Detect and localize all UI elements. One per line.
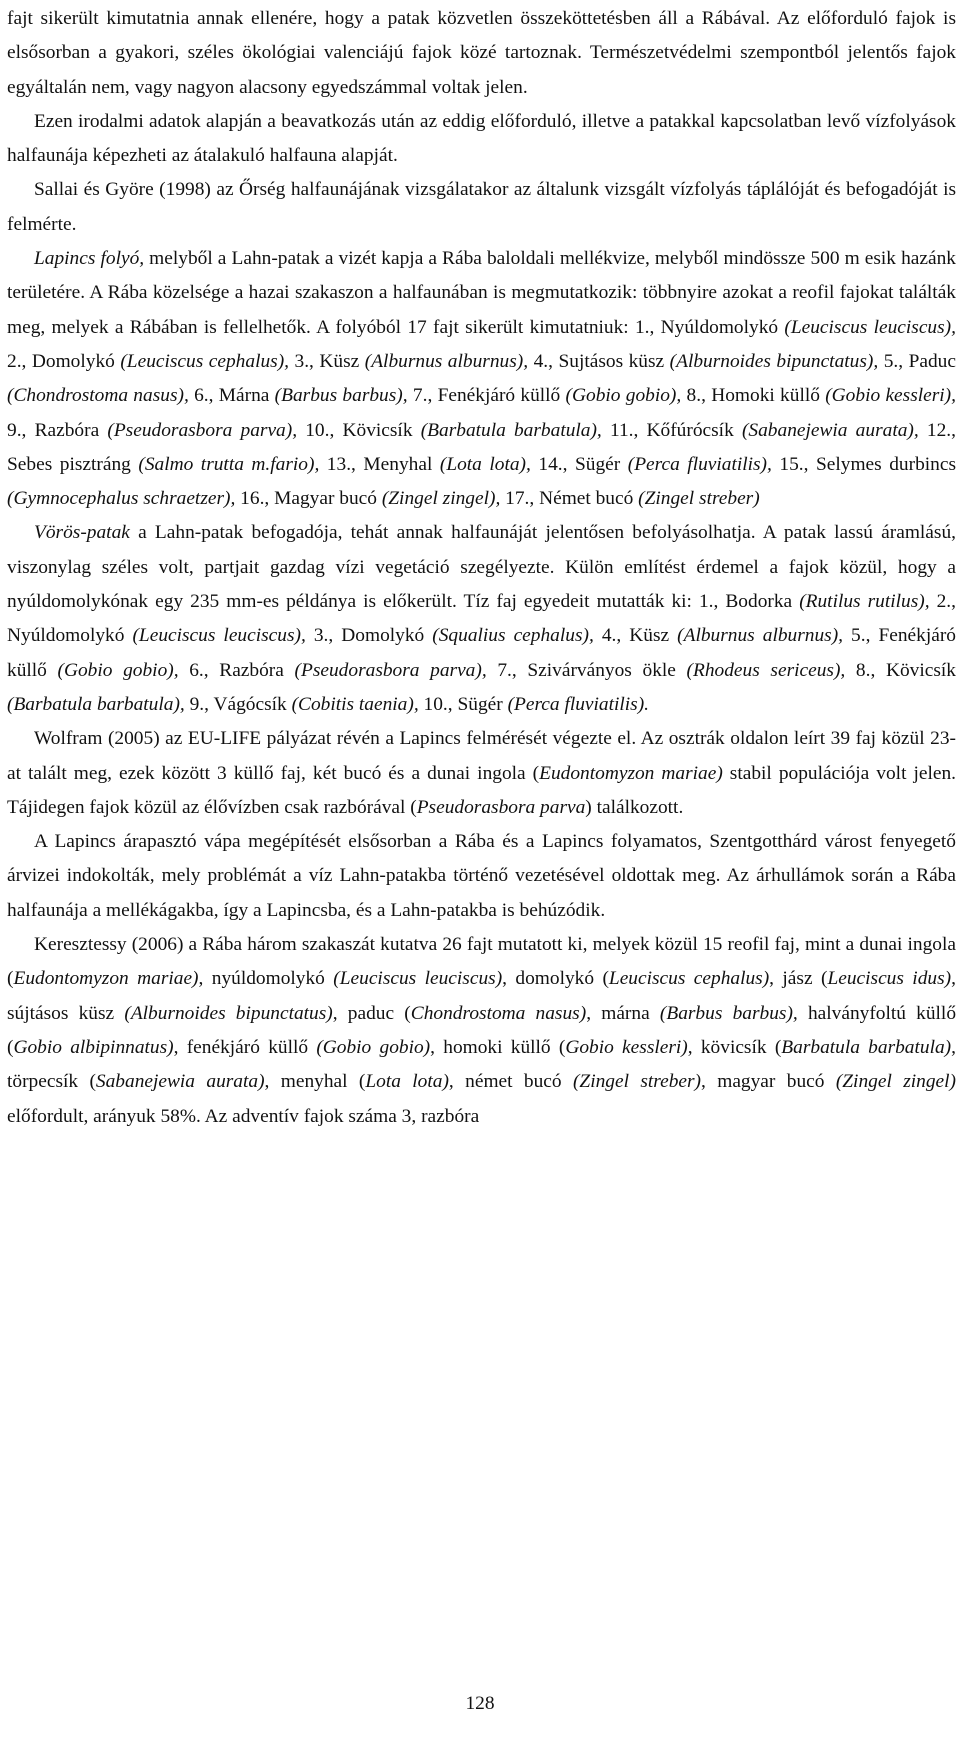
italic-text-run: (Gobio gobio), — [565, 385, 682, 407]
italic-text-run: (Pseudorasbora parva), — [294, 659, 487, 681]
text-run: 4., Sujtásos küsz — [528, 350, 670, 372]
italic-text-run: (Pseudorasbora parva), — [107, 419, 298, 441]
italic-text-run: Leuciscus cephalus) — [608, 968, 770, 990]
text-run: 2., Domolykó — [7, 350, 121, 372]
text-run: 14., Sügér — [530, 453, 628, 475]
paragraph — [7, 516, 956, 722]
paragraph — [7, 928, 956, 1134]
text-run: Sallai és Györe (1998) az Őrség halfaunájának vizsgálatakor az általunk vizsgált vízfolyás táplálóját és befogadóját is felmérte. — [7, 179, 956, 235]
italic-text-run: Lapincs folyó, — [34, 248, 145, 270]
text-run: 3., Domolykó — [305, 625, 433, 647]
body-text — [7, 2, 956, 1134]
text-run: 16., Magyar bucó — [235, 488, 382, 510]
text-run: , domolykó ( — [502, 968, 609, 990]
text-run: Ezen irodalmi adatok alapján a beavatkozás után az eddig előforduló, illetve a patakkal kapcsolatban levő vízfolyások halfaunája képezheti az átalakuló halfauna alapját. — [7, 110, 956, 167]
text-run: stabil populációja volt jelen. Tájidegen fajok közül az élővízben csak razbórával ( — [7, 762, 957, 818]
italic-text-run: Eudontomyzon mariae) — [539, 762, 723, 784]
text-run: 7., Szivárványos ökle — [486, 659, 687, 681]
text-run: , paduc ( — [332, 1002, 411, 1024]
text-run: , jász ( — [769, 968, 828, 990]
italic-text-run: (Barbatula barbatula), — [7, 693, 185, 715]
italic-text-run: (Rhodeus sericeus), — [686, 659, 846, 681]
italic-text-run: (Alburnus alburnus), — [364, 350, 529, 372]
text-run: 8., Kövicsík — [845, 659, 956, 681]
paragraph — [7, 722, 956, 825]
text-run: , német bucó — [448, 1071, 573, 1093]
text-run: 12., Sebes pisztráng — [7, 419, 956, 475]
italic-text-run: Vörös-patak — [34, 522, 130, 544]
italic-text-run: Chondrostoma nasus) — [410, 1002, 587, 1024]
italic-text-run: (Zingel streber) — [638, 488, 760, 510]
italic-text-run: Pseudorasbora parva — [416, 796, 586, 818]
italic-text-run: Eudontomyzon mariae) — [13, 968, 199, 990]
italic-text-run: (Salmo trutta m.fario), — [138, 453, 320, 475]
text-run: , törpecsík ( — [7, 1036, 956, 1093]
italic-text-run: Leuciscus idus) — [827, 968, 952, 990]
text-run: , sújtásos küsz — [7, 968, 956, 1024]
text-run: 17., Német bucó — [500, 488, 639, 510]
italic-text-run: (Leuciscus leuciscus), — [784, 316, 956, 338]
paragraph — [7, 242, 956, 516]
text-run: , homoki küllő ( — [430, 1036, 566, 1058]
paragraph — [7, 2, 956, 105]
italic-text-run: (Gobio gobio) — [316, 1036, 431, 1058]
text-run: , márna — [586, 1002, 660, 1024]
text-run: Wolfram (2005) az EU-LIFE pályázat révén a Lapincs felmérését végezte el. Az osztrák oldalon leírt 39 faj közül 23-at talált meg, ezek között 3 küllő faj, két bucó és a dunai ingola ( — [7, 728, 956, 784]
italic-text-run: (Gobio gobio), — [57, 659, 179, 681]
text-run: 4., Küsz — [593, 625, 678, 647]
text-run: 10., Kövicsík — [297, 419, 421, 441]
text-run: Keresztessy (2006) a Rába három szakaszát kutatva 26 fajt mutatott ki, melyek közül 15 reofil faj, mint a dunai ingola ( — [7, 934, 956, 990]
page-number: 128 — [465, 1693, 495, 1714]
italic-text-run: (Gobio kessleri), — [825, 385, 956, 407]
italic-text-run: Barbatula barbatula) — [781, 1036, 952, 1058]
text-run: 6., Márna — [188, 385, 275, 407]
text-run: , nyúldomolykó — [198, 968, 334, 990]
text-run: 7., Fenékjáró küllő — [407, 385, 566, 407]
text-run: A Lapincs árapasztó vápa megépítését elsősorban a Rába és a Lapincs folyamatos, Szentgotthárd várost fenyegető árvizei indokolták, mely problémát a víz Lahn-patakba történő vezetésével oldottak meg. Az árhullámok során a Rába halfaunája a mellékágakba, így a Lapincsba, és a Lahn-patakba is behúzódik. — [7, 831, 956, 921]
text-run: 8., Homoki küllő — [681, 385, 826, 407]
italic-text-run: (Cobitis taenia), — [291, 693, 419, 715]
italic-text-run: (Alburnus alburnus), — [677, 625, 844, 647]
text-run: fajt sikerült kimutatnia annak ellenére, hogy a patak közvetlen összeköttetésben áll a Rábával. Az előforduló fajok is elsősorban a gyakori, széles ökológiai valenciájú fajok közé tartoznak. Természetvédelmi szempontból jelentős fajok egyáltalán nem, vagy nagyon alacsony egyedszámmal voltak jelen. — [7, 8, 956, 98]
text-run: előfordult, arányuk 58%. Az adventív fajok száma 3, razbóra — [7, 1105, 480, 1127]
italic-text-run: (Barbatula barbatula), — [420, 419, 602, 441]
italic-text-run: (Alburnoides bipunctatus), — [669, 350, 879, 372]
italic-text-run: (Leuciscus leuciscus) — [333, 968, 503, 990]
text-run: 11., Kőfúrócsík — [601, 419, 742, 441]
text-run: , magyar bucó — [701, 1071, 836, 1093]
text-run: 5., Paduc — [878, 350, 956, 372]
italic-text-run: (Barbus barbus), — [274, 385, 408, 407]
italic-text-run: (Gymnocephalus schraetzer), — [7, 488, 236, 510]
text-run: 6., Razbóra — [178, 659, 295, 681]
italic-text-run: Lota lota) — [365, 1071, 449, 1093]
italic-text-run: Sabanejewia aurata) — [95, 1071, 265, 1093]
italic-text-run: (Barbus barbus), — [659, 1002, 798, 1024]
italic-text-run: Gobio albipinnatus) — [13, 1036, 174, 1058]
text-run: halványfoltú küllő ( — [7, 1002, 957, 1058]
text-run: 5., Fenékjáró küllő — [7, 625, 957, 681]
text-run: 9., Vágócsík — [184, 693, 292, 715]
text-run: 13., Menyhal — [319, 453, 440, 475]
text-run: , kövicsík ( — [687, 1036, 782, 1058]
italic-text-run: (Zingel zingel), — [381, 488, 501, 510]
text-run: 15., Selymes durbincs — [771, 453, 956, 475]
italic-text-run: (Rutilus rutilus), — [799, 591, 930, 613]
paragraph — [7, 173, 956, 242]
text-run: 9., Razbóra — [7, 419, 108, 441]
italic-text-run: (Leuciscus leuciscus), — [132, 625, 306, 647]
text-run: 10., Sügér — [418, 693, 508, 715]
text-run: melyből a Lahn-patak a vizét kapja a Rába baloldali mellékvize, melyből mindössze 500 m esik hazánk területére. A Rába közelsége a hazai szakaszon a halfaunában is megmutatkozik: többnyire azokat a reofil fajokat találták meg, melyek a Rábában is fellelhetők. A folyóból 17 fajt sikerült kimutatniuk: 1., Nyúldomolykó — [7, 248, 956, 338]
text-run: ) találkozott. — [585, 796, 684, 818]
paragraph — [7, 825, 956, 928]
italic-text-run: Gobio kessleri) — [565, 1036, 688, 1058]
italic-text-run: (Sabanejewia aurata), — [741, 419, 919, 441]
italic-text-run: (Chondrostoma nasus), — [7, 385, 189, 407]
italic-text-run: (Zingel streber) — [572, 1071, 702, 1093]
text-run: , menyhal ( — [264, 1071, 366, 1093]
text-run: a Lahn-patak befogadója, tehát annak halfaunáját jelentősen befolyásolhatja. A patak lassú áramlású, viszonylag széles volt, partjait gazdag vízi vegetáció szegélyezte. Külön említést érdemel a fajok közül, hogy a nyúldomolykónak egy 235 mm-es példánya is előkerült. Tíz faj egyedeit mutatták ki: 1., Bodorka — [7, 522, 956, 613]
text-run: 3., Küsz — [289, 350, 365, 372]
italic-text-run: (Zingel zingel) — [835, 1071, 956, 1093]
italic-text-run: (Perca fluviatilis). — [507, 693, 650, 715]
italic-text-run: (Squalius cephalus), — [432, 625, 594, 647]
italic-text-run: (Alburnoides bipunctatus) — [124, 1002, 333, 1024]
paragraph — [7, 105, 956, 174]
italic-text-run: (Leuciscus cephalus), — [120, 350, 290, 372]
italic-text-run: (Perca fluviatilis), — [627, 453, 772, 475]
text-run: , fenékjáró küllő — [173, 1036, 317, 1058]
text-run: 2., Nyúldomolykó — [7, 591, 956, 647]
italic-text-run: (Lota lota), — [439, 453, 531, 475]
